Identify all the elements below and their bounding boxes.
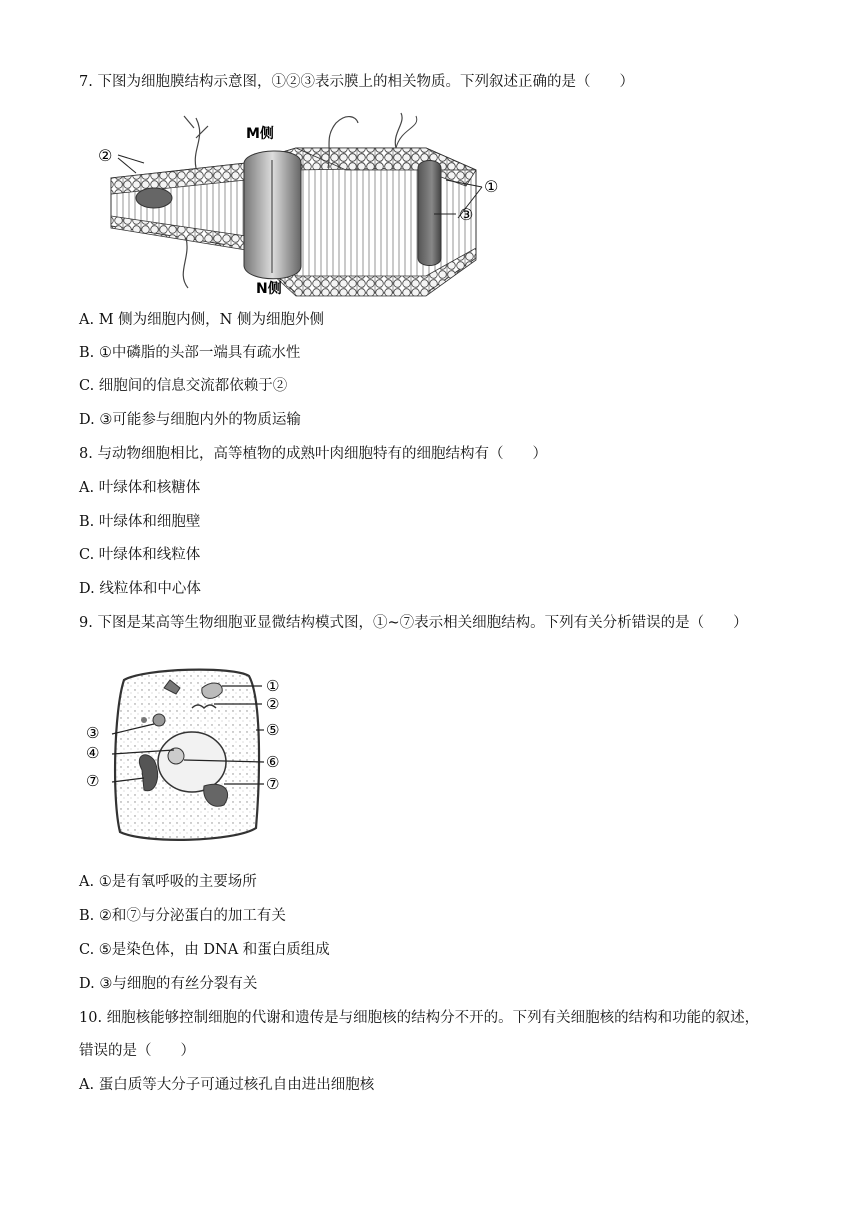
q9-option-a: A. ①是有氧呼吸的主要场所 (79, 874, 257, 890)
n-side-label: N侧 (256, 281, 282, 297)
q8-stem: 8. 与动物细胞相比，高等植物的成熟叶肉细胞特有的细胞结构有（ ） (79, 446, 547, 462)
q7-option-c: C. 细胞间的信息交流都依赖于② (79, 378, 288, 394)
cell-callout-1: ① (266, 677, 280, 695)
cell-callout-2: ② (266, 695, 280, 713)
cell-callout-3: ③ (86, 724, 100, 742)
cell-figure (84, 660, 304, 850)
q9-option-b: B. ②和⑦与分泌蛋白的加工有关 (79, 908, 286, 924)
q8-option-d: D. 线粒体和中心体 (79, 581, 201, 597)
cell-callout-5: ⑤ (266, 721, 280, 739)
q9-option-c: C. ⑤是染色体，由 DNA 和蛋白质组成 (79, 942, 330, 958)
q7-option-a: A. M 侧为细胞内侧，N 侧为细胞外侧 (79, 312, 324, 328)
callout-2: ② (98, 146, 113, 165)
q7-stem: 7. 下图为细胞膜结构示意图，①②③表示膜上的相关物质。下列叙述正确的是（ ） (79, 74, 634, 90)
q7-option-d: D. ③可能参与细胞内外的物质运输 (79, 412, 301, 428)
cell-callout-7-left: ⑦ (86, 772, 100, 790)
q10-stem-line1: 10. 细胞核能够控制细胞的代谢和遗传是与细胞核的结构分不开的。下列有关细胞核的结构和功能的叙述， (79, 1010, 760, 1026)
callout-3: ③ (459, 205, 474, 224)
q9-stem: 9. 下图是某高等生物细胞亚显微结构模式图，①~⑦表示相关细胞结构。下列有关分析错误的是（ ） (79, 615, 748, 631)
q9-option-d: D. ③与细胞的有丝分裂有关 (79, 976, 258, 992)
cell-callout-6: ⑥ (266, 753, 280, 771)
q8-option-a: A. 叶绿体和核糖体 (79, 480, 201, 496)
callout-1: ① (484, 177, 499, 196)
cell-callout-7-right: ⑦ (266, 775, 280, 793)
m-side-label: M侧 (246, 126, 274, 142)
q8-option-c: C. 叶绿体和线粒体 (79, 547, 201, 563)
q7-option-b: B. ①中磷脂的头部一端具有疏水性 (79, 345, 301, 361)
q10-option-a: A. 蛋白质等大分子可通过核孔自由进出细胞核 (79, 1077, 375, 1093)
membrane-figure (96, 108, 516, 304)
q10-stem-line2: 错误的是（ ） (79, 1043, 195, 1059)
cell-callout-4: ④ (86, 744, 100, 762)
q8-option-b: B. 叶绿体和细胞壁 (79, 514, 201, 530)
